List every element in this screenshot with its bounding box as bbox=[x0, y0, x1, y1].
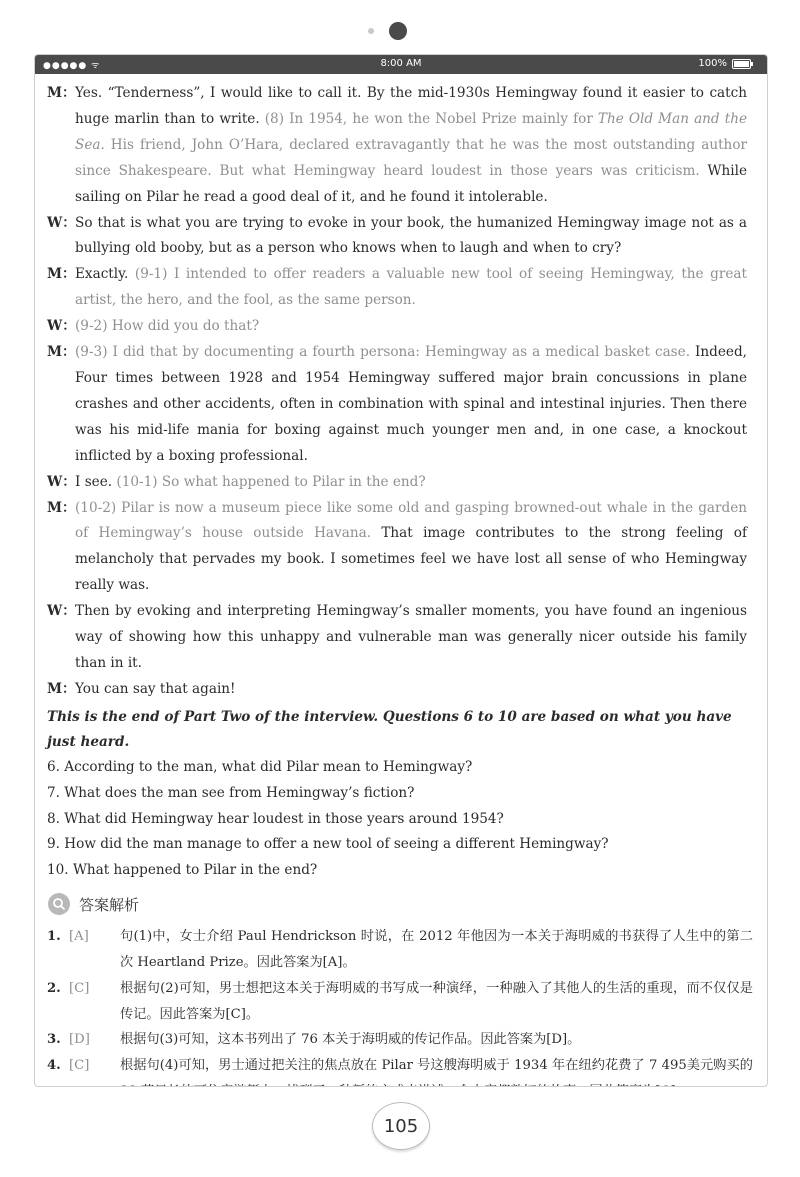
dialogue-text: (9-3) I did that by documenting a fourth persona: Hemingway as a medical basket case. bbox=[75, 344, 691, 361]
dialogue-turn bbox=[35, 470, 767, 496]
page-number-badge bbox=[372, 1102, 430, 1150]
speaker-label: W： bbox=[47, 473, 76, 490]
answer-number: 4. bbox=[47, 1058, 61, 1074]
dialogue-text: While sailing on Pilar he read a good deal of it, and he found it intolerable. bbox=[75, 162, 747, 205]
page-content bbox=[35, 81, 767, 1087]
tablet-frame bbox=[34, 54, 768, 1087]
dialogue-turn bbox=[35, 677, 767, 703]
answer-explanation: 根据句(3)可知，这本书列出了 76 本关于海明威的传记作品。因此答案为[D]。 bbox=[120, 1032, 581, 1048]
analysis-heading bbox=[48, 893, 767, 915]
status-bar bbox=[35, 55, 767, 74]
dialogue-turn bbox=[35, 340, 767, 470]
dialogue-text: That image contributes to the strong feeling of melancholy that pervades my book. I sometimes feel we have lost all sense of who Hemingway really was. bbox=[75, 525, 748, 594]
dialogue-text: (8) In 1954, he won the Nobel Prize mainly for bbox=[264, 110, 598, 127]
answer-item bbox=[35, 1053, 767, 1087]
answer-number: 1. bbox=[47, 929, 61, 945]
answer-item bbox=[35, 924, 767, 976]
signal-icon: ●●●●● ᯤ bbox=[43, 61, 101, 71]
magnifier-icon bbox=[48, 893, 70, 915]
answer-explanation: 根据句(4)可知，男士通过把关注的焦点放在 Pilar 号这艘海明威于 1934 年在纽约花费了 7 495美元购买的 bbox=[120, 1058, 753, 1074]
dialogue-turn bbox=[35, 496, 767, 600]
speaker-label: W： bbox=[47, 318, 76, 335]
speaker-label: M： bbox=[47, 499, 76, 516]
dialogue-text: (10-1) So what happened to Pilar in the end? bbox=[116, 473, 426, 490]
dialogue-turn bbox=[35, 599, 767, 677]
answer-number: 3. bbox=[47, 1032, 61, 1048]
camera-lens-dot bbox=[389, 22, 407, 40]
answer-explanation: 根据句(2)可知，男士想把这本关于海明威的书写成一种演绎，一种融入了其他人的生活的重现，而不仅仅是传记。因此答案为[C]。 bbox=[120, 980, 753, 1022]
device-camera bbox=[368, 22, 408, 42]
battery-icon bbox=[732, 59, 751, 69]
dialogue-text: Yes. “Tenderness”, I would like to call it. By the mid-1930s Hemingway found it easier to catch huge marlin than to write. bbox=[75, 85, 747, 127]
dialogue-transcript bbox=[35, 81, 767, 703]
part-end-note: This is the end of Part Two of the interview. Questions 6 to 10 are based on what you have just heard. bbox=[47, 708, 732, 750]
question-item: 8. What did Hemingway hear loudest in those years around 1954? bbox=[47, 810, 504, 827]
question-item: 6. According to the man, what did Pilar mean to Hemingway? bbox=[47, 758, 473, 775]
answer-explanation: 句(1)中，女士介绍 Paul Hendrickson 时说，在 2012 年他因为一本关于海明威的书获得了人生中的第二次 Heartland Prize。因此答案为[A]。 bbox=[120, 929, 753, 971]
speaker-label: W： bbox=[47, 603, 76, 620]
dialogue-text: Indeed, Four times between 1928 and 1954 Hemingway suffered major brain concussions in plane crashes and other accidents, often in combination with spinal and intestinal injuries. Then there was his mid-life mania for boxing against much younger men and, in one case, a knockout inflicted by a boxing professional. bbox=[75, 344, 747, 464]
question-item: 10. What happened to Pilar in the end? bbox=[47, 862, 318, 879]
dialogue-turn bbox=[35, 262, 767, 314]
answer-number: 2. bbox=[47, 980, 61, 996]
dialogue-turn bbox=[35, 211, 767, 263]
camera-sensor-dot bbox=[368, 28, 374, 34]
dialogue-text: (10-2) Pilar is now a museum piece like some old and gasping browned-out whale in the garden of Hemingway’s house outside Havana. bbox=[75, 499, 747, 542]
speaker-label: M： bbox=[47, 344, 76, 361]
question-list bbox=[35, 755, 767, 885]
dialogue-text: Exactly. bbox=[75, 266, 135, 283]
answer-list bbox=[35, 924, 767, 1087]
dialogue-text: So that is what you are trying to evoke in your book, the humanized Hemingway image not as a bullying old booby, but as a person who knows when to laugh and when to cry? bbox=[75, 214, 747, 257]
dialogue-text: Then by evoking and interpreting Hemingway’s smaller moments, you have found an ingenious way of showing how this unhappy and vulnerable man was generally nicer outside his family than in it. bbox=[75, 603, 747, 671]
status-time: 8:00 AM bbox=[380, 58, 422, 69]
answer-item bbox=[35, 1027, 767, 1053]
battery-percent: 100% bbox=[698, 58, 727, 69]
dialogue-turn bbox=[35, 314, 767, 340]
answer-key: [A] bbox=[69, 929, 89, 945]
dialogue-text: (9-1) I intended to offer readers a valuable new tool of seeing Hemingway, the great artist, the hero, and the fool, as the same person. bbox=[75, 266, 747, 309]
answer-item bbox=[35, 976, 767, 1028]
analysis-title: 答案解析 bbox=[79, 895, 140, 914]
dialogue-text: (9-2) How did you do that? bbox=[75, 318, 260, 335]
answer-key: [C] bbox=[69, 1058, 90, 1074]
dialogue-turn bbox=[35, 81, 767, 211]
battery-status bbox=[698, 58, 751, 69]
speaker-label: M： bbox=[47, 85, 76, 101]
dialogue-text: . His friend, John O’Hara, declared extravagantly that he was the most outstanding author since Shakespeare. But what Hemingway heard loudest in those years was criticism. bbox=[75, 136, 747, 179]
speaker-label: M： bbox=[47, 680, 76, 697]
dialogue-text: You can say that again! bbox=[75, 680, 236, 697]
speaker-label: W： bbox=[47, 214, 76, 231]
dialogue-text: I see. bbox=[75, 473, 117, 490]
question-item: 7. What does the man see from Hemingway’s fiction? bbox=[47, 784, 415, 801]
question-item: 9. How did the man manage to offer a new tool of seeing a different Hemingway? bbox=[47, 836, 609, 853]
answer-key: [C] bbox=[69, 980, 90, 996]
dialogue-text: The Old Man and the Sea bbox=[75, 110, 747, 153]
speaker-label: M： bbox=[47, 266, 76, 283]
answer-key: [D] bbox=[69, 1032, 90, 1048]
page-number: 105 bbox=[372, 1102, 430, 1150]
